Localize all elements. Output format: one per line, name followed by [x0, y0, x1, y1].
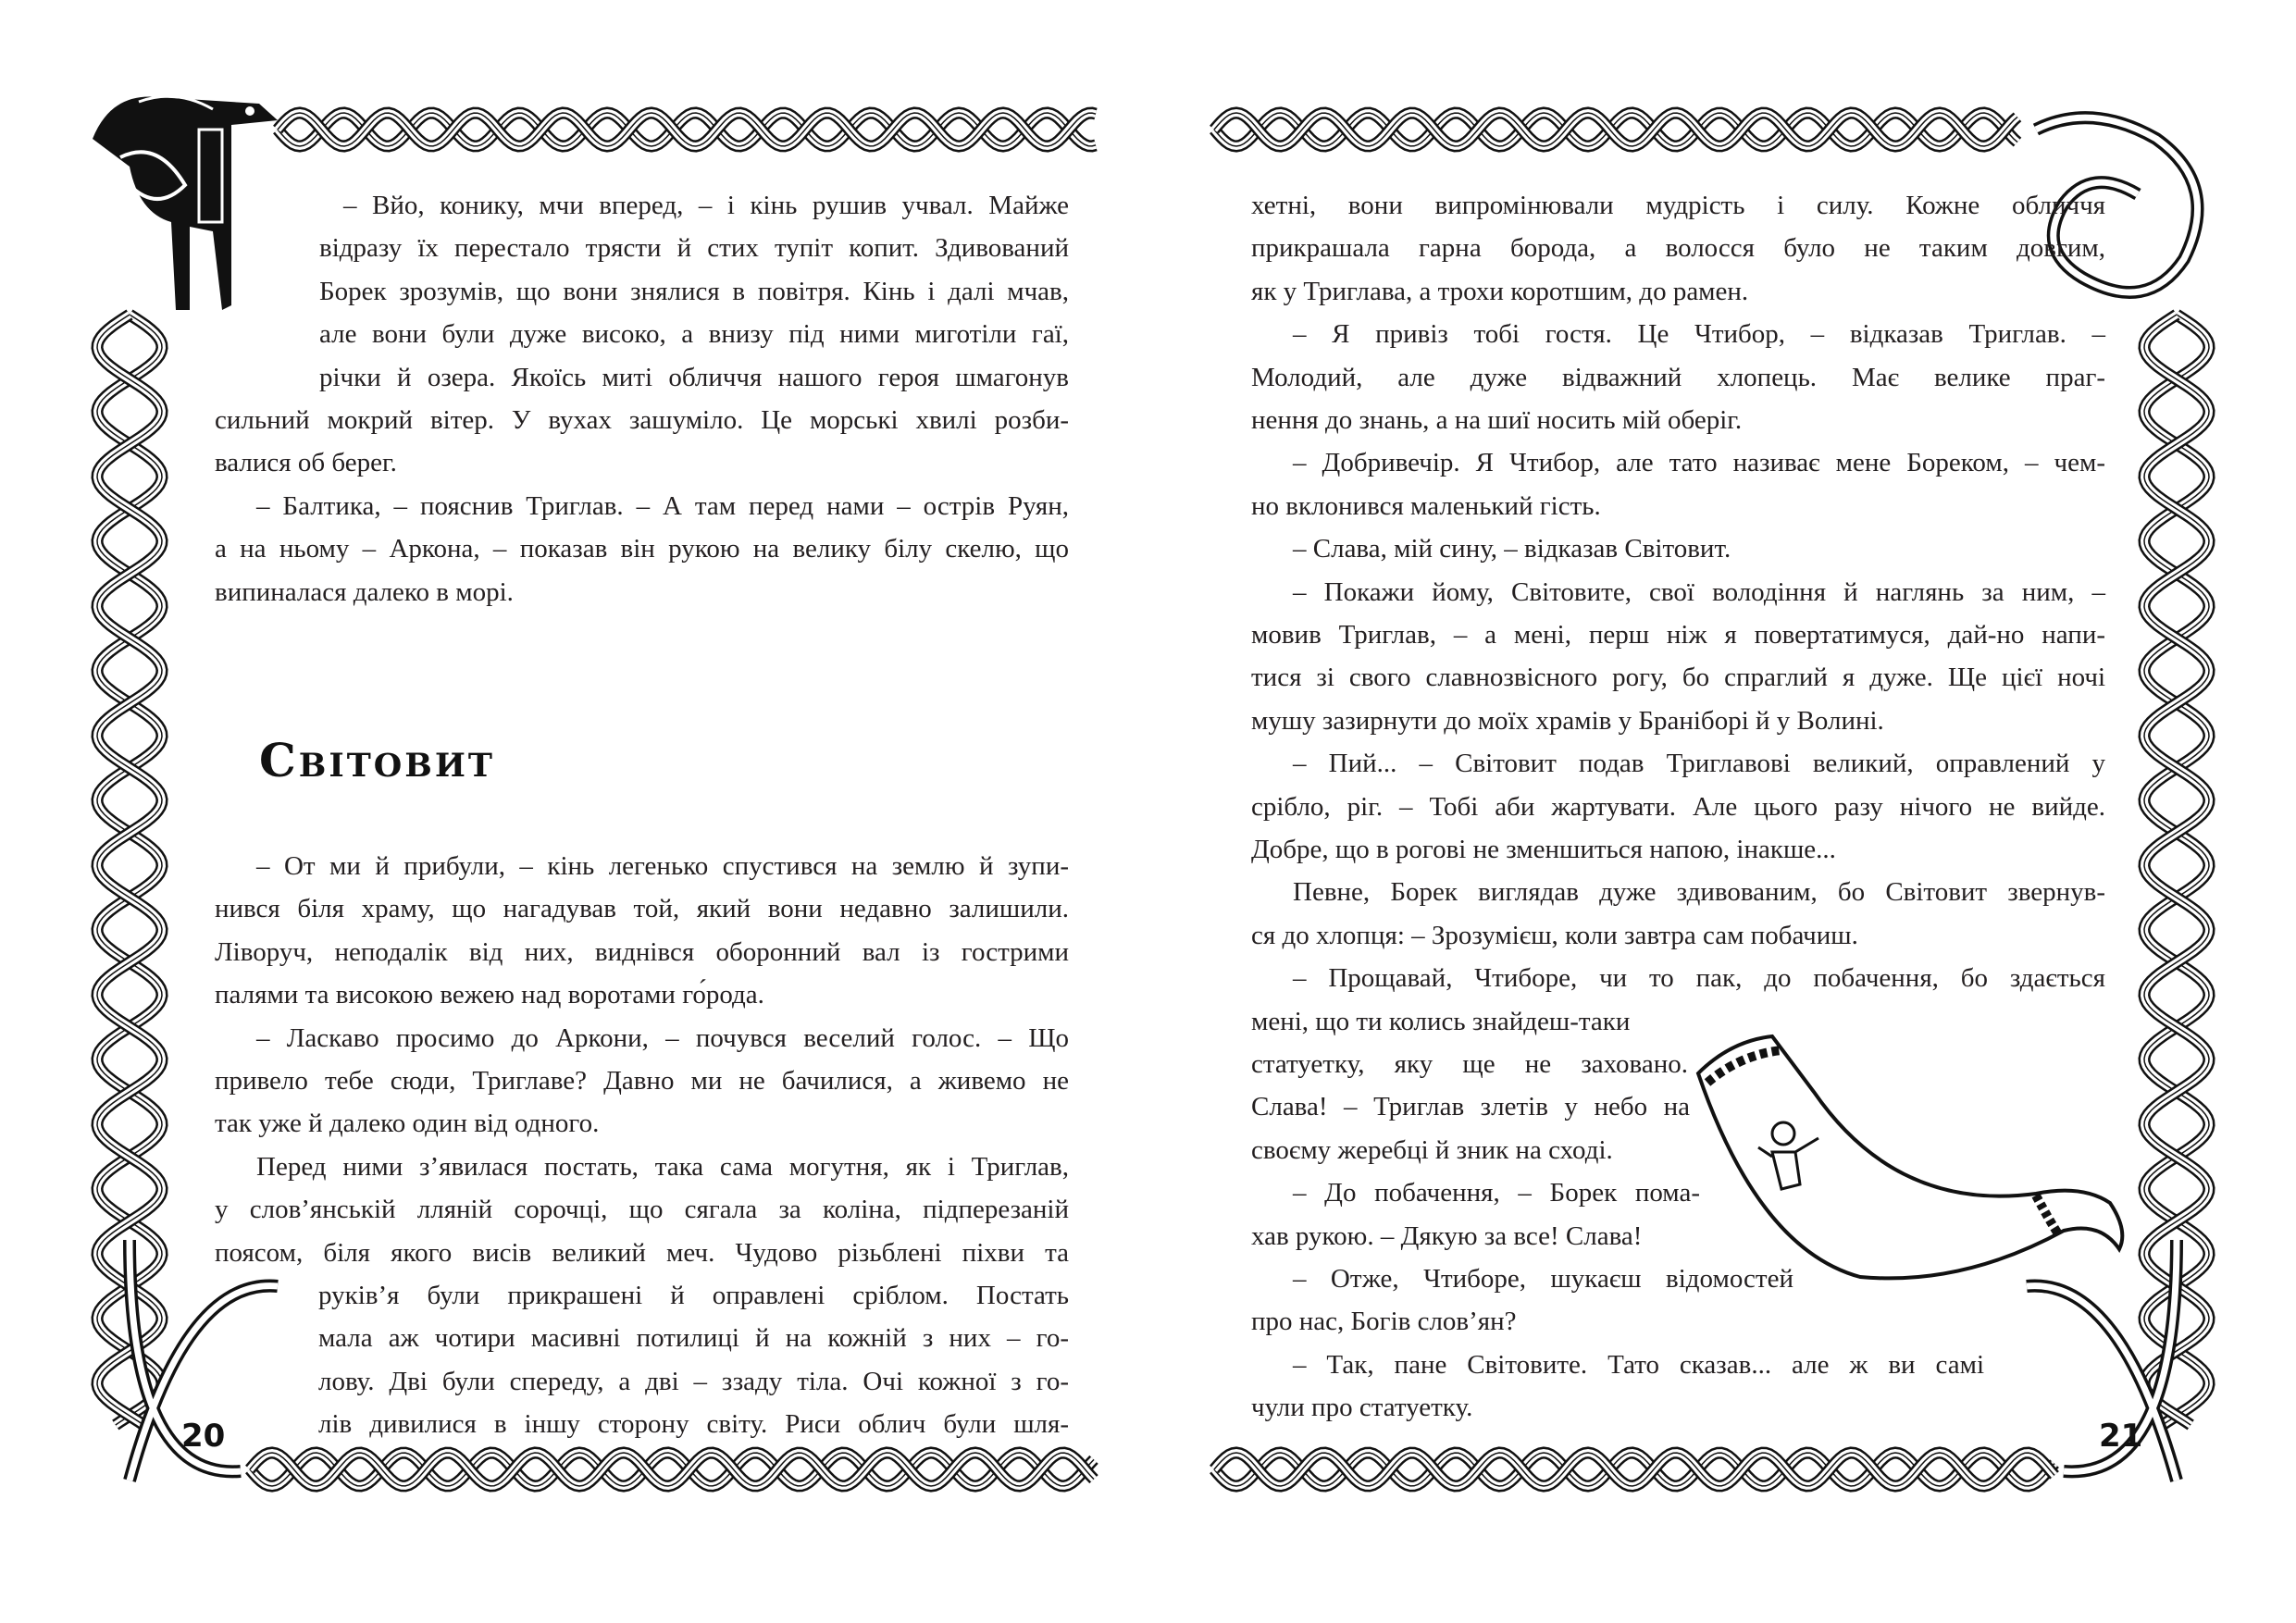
text-line: нення до знань, а на шиї носить мій оберіг.	[1251, 405, 1743, 435]
text-line: тися зі свого славнозвісного рогу, бо спраглий я дуже. Ще цієї ночі	[1251, 663, 2105, 693]
text-line: сильний мокрий вітер. У вухах зашуміло. Це морські хвилі розби-	[215, 405, 1069, 435]
drinking-horn-illustration	[1698, 1036, 2122, 1278]
text-line: – Прощавай, Чтиборе, чи то пак, до побачення, бо здається	[1293, 963, 2105, 994]
text-line: – От ми й прибули, – кінь легенько спустився на землю й зупи-	[256, 851, 1069, 881]
text-line: Добре, що в рогові не зменшиться напою, інакше...	[1251, 835, 1836, 864]
text-line: мала аж чотири масивні потилиці й на кожній з них – го-	[318, 1323, 1069, 1354]
text-line: поясом, біля якого висів великий меч. Чудово різьблені піхви та	[215, 1237, 1069, 1268]
page-number-left: 20	[181, 1418, 226, 1455]
text-line: як у Триглава, а трохи коротшим, до рамен.	[1251, 276, 1749, 306]
text-line: Молодий, але дуже відважний хлопець. Має велике праг-	[1251, 362, 2105, 392]
page-number-right: 21	[2099, 1418, 2143, 1455]
text-line: Певне, Борек виглядав дуже здивованим, бо Світовит звернув-	[1293, 877, 2105, 908]
text-line: випиналася далеко в морі.	[215, 576, 514, 607]
text-line: але вони були дуже високо, а внизу під ними миготіли гаї,	[319, 319, 1069, 350]
text-line: статуетку, яку ще не заховано.	[1251, 1049, 1688, 1079]
text-line: руків’я були прикрашені й оправлені сріблом. Постать	[318, 1281, 1069, 1310]
text-line: палями та високою вежею над воротами го́рода.	[215, 980, 764, 1010]
text-line: ся до хлопця: – Зрозумієш, коли завтра сам побачиш.	[1251, 920, 1858, 950]
text-line: мовив Триглав, – а мені, перш ніж я повертатимуся, дай-но напи-	[1251, 620, 2105, 650]
text-line: – Балтика, – пояснив Триглав. – А там перед нами – острів Руян,	[256, 490, 1069, 521]
chapter-heading: Світовит	[259, 733, 495, 787]
text-line: Перед ними з’явилася постать, така сама могутня, як і Триглав,	[256, 1151, 1069, 1182]
text-line: про нас, Богів слов’ян?	[1251, 1307, 1517, 1337]
text-line: привело тебе сюди, Триглаве? Давно ми не бачилися, а живемо не	[215, 1066, 1069, 1096]
text-line: – Пий... – Світовит подав Триглавові великий, оправлений у	[1293, 749, 2105, 779]
text-line: – Отже, Чтиборе, шукаєш відомостей	[1293, 1264, 1793, 1294]
text-line: річки й озера. Якоїсь миті обличчя нашого героя шмагонув	[319, 362, 1069, 392]
text-line: валися об берег.	[215, 448, 397, 478]
text-line: своєму жеребці й зник на сході.	[1251, 1134, 1613, 1165]
text-line: но вклонився маленький гість.	[1251, 490, 1601, 521]
horse-ornament-icon	[93, 96, 278, 310]
text-line: відразу їх перестало трясти й стих тупіт копит. Здивований	[319, 233, 1069, 264]
text-line: хав рукою. – Дякую за все! Слава!	[1251, 1220, 1643, 1251]
text-line: – Слава, мій сину, – відказав Світовит.	[1293, 534, 1731, 564]
text-line: мушу зазирнути до моїх храмів у Бранібoрі й у Волині.	[1251, 705, 1884, 736]
text-line: лів дивилися в іншу сторону світу. Риси облич були шля-	[318, 1409, 1069, 1440]
text-line: мені, що ти колись знайдеш-таки	[1251, 1006, 1631, 1036]
text-line: Ліворуч, неподалік від них, виднівся оборонний вал із гострими	[215, 936, 1069, 967]
text-line: прикрашала гарна борода, а волосся було не таким довгим,	[1251, 233, 2105, 264]
text-line: хетні, вони випромінювали мудрість і силу. Кожне обличчя	[1251, 191, 2105, 220]
text-line: – Так, пане Світовите. Тато сказав... але ж ви самі	[1293, 1349, 1984, 1380]
text-line: чули про статуетку.	[1251, 1393, 1473, 1423]
text-line: – Я привіз тобі гостя. Це Чтибор, – відказав Триглав. –	[1293, 319, 2105, 350]
text-line: – До побачення, – Борек пома-	[1293, 1178, 1700, 1208]
text-line: лову. Дві були спереду, а дві – ззаду тіла. Очі кожної з го-	[318, 1366, 1069, 1396]
text-line: срібло, ріг. – Тобі аби жартувати. Але цього разу нічого не вийде.	[1251, 791, 2105, 822]
text-line: Слава! – Триглав злетів у небо на	[1251, 1092, 1690, 1122]
text-line: а на ньому – Аркона, – показав він рукою на велику білу скелю, що	[215, 534, 1069, 564]
text-line: – Ласкаво просимо до Аркони, – почувся веселий голос. – Що	[256, 1022, 1069, 1053]
text-line: Борек зрозумів, що вони знялися в повітря. Кінь і далі мчав,	[319, 276, 1069, 306]
text-line: – Покажи йому, Світовите, свої володіння й наглянь за ним, –	[1293, 576, 2105, 607]
text-line: – Добривечір. Я Чтибор, але тато називає мене Бореком, – чем-	[1293, 448, 2105, 478]
text-line: у слов’янській лляній сорочці, що сягала за коліна, підперезаній	[215, 1195, 1069, 1225]
text-line: – Вйо, конику, мчи вперед, – і кінь рушив учвал. Майже	[343, 191, 1069, 220]
text-line: нився біля храму, що нагадував той, який вони недавно залишили.	[215, 894, 1069, 924]
text-line: так уже й далеко один від одного.	[215, 1109, 600, 1139]
